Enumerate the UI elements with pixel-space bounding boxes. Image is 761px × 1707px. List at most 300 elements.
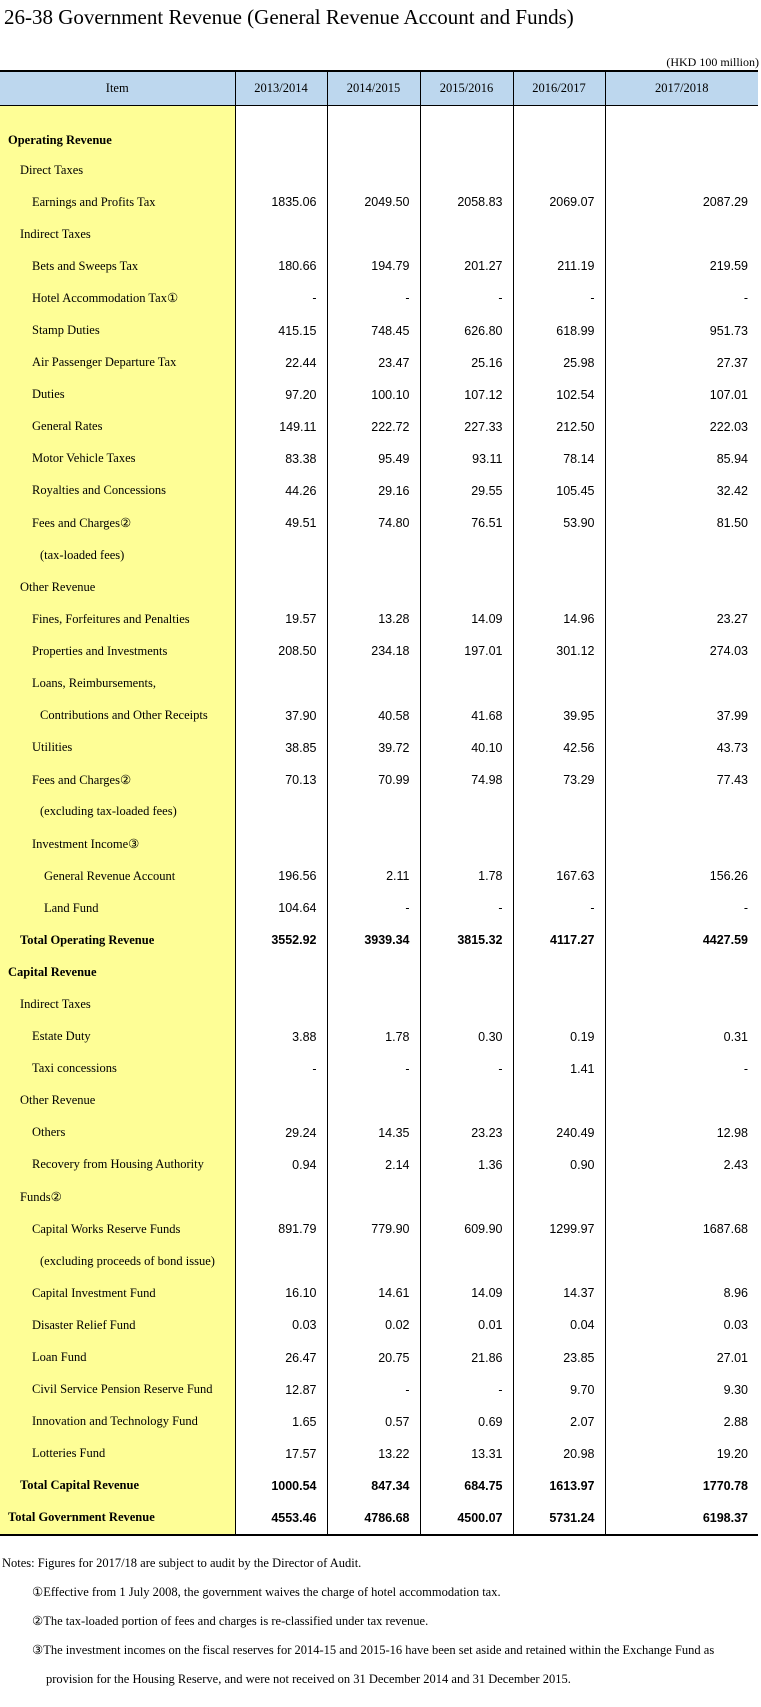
value-cell: 240.49 [513,1117,605,1149]
value-cell [420,988,513,1020]
value-cell [327,571,420,603]
table-row [0,988,758,1020]
table-row [0,1213,758,1245]
value-cell: 156.26 [605,860,758,892]
value-cell [513,956,605,988]
table-row [0,1181,758,1213]
value-cell: 39.72 [327,732,420,764]
row-label: Indirect Taxes [0,218,235,250]
value-cell [235,1245,327,1277]
value-cell [327,988,420,1020]
value-cell [513,988,605,1020]
value-cell: 4117.27 [513,924,605,956]
row-label: Disaster Relief Fund [0,1309,235,1341]
value-cell: 3939.34 [327,924,420,956]
table-header-row [0,71,758,106]
value-cell: 891.79 [235,1213,327,1245]
value-cell: 14.09 [420,1277,513,1309]
value-cell: - [327,892,420,924]
value-cell: 42.56 [513,732,605,764]
row-label: Hotel Accommodation Tax① [0,282,235,314]
row-label: Bets and Sweeps Tax [0,250,235,282]
value-cell [605,796,758,828]
row-label: Royalties and Concessions [0,475,235,507]
value-cell: 1000.54 [235,1470,327,1502]
value-cell: 9.30 [605,1374,758,1406]
footnote-3: ③The investment incomes on the fiscal reserves for 2014-15 and 2015-16 have been set aside and retained within the Exchange Fund as [32,1643,715,1657]
value-cell: 0.31 [605,1021,758,1053]
value-cell: 105.45 [513,475,605,507]
value-cell: 208.50 [235,635,327,667]
table-row [0,1053,758,1085]
table-row [0,106,758,155]
value-cell: 8.96 [605,1277,758,1309]
value-cell [605,539,758,571]
value-cell: 4786.68 [327,1502,420,1535]
value-cell: 0.69 [420,1406,513,1438]
table-row [0,700,758,732]
value-cell: 748.45 [327,314,420,346]
value-cell: 1613.97 [513,1470,605,1502]
value-cell: 81.50 [605,507,758,539]
value-cell: 0.03 [235,1309,327,1341]
row-label: Air Passenger Departure Tax [0,347,235,379]
value-cell: 104.64 [235,892,327,924]
unit-label: (HKD 100 million) [666,55,759,69]
value-cell [235,796,327,828]
row-label: Loan Fund [0,1341,235,1373]
row-label: General Rates [0,411,235,443]
value-cell [420,539,513,571]
value-cell: 0.57 [327,1406,420,1438]
value-cell: 95.49 [327,443,420,475]
row-label: Utilities [0,732,235,764]
value-cell: 274.03 [605,635,758,667]
value-cell: 20.98 [513,1438,605,1470]
value-cell [513,218,605,250]
row-label: Capital Investment Fund [0,1277,235,1309]
value-cell [235,988,327,1020]
value-cell: 1.36 [420,1149,513,1181]
table-row [0,1149,758,1181]
table-row [0,1277,758,1309]
value-cell: 1.65 [235,1406,327,1438]
column-header-year: 2016/2017 [513,71,605,106]
value-cell: 40.58 [327,700,420,732]
row-label: Taxi concessions [0,1053,235,1085]
value-cell: 4553.46 [235,1502,327,1535]
row-label: Operating Revenue [0,106,235,155]
table-row [0,1470,758,1502]
page-title: 26-38 Government Revenue (General Revenue Account and Funds) [4,5,574,29]
value-cell: 93.11 [420,443,513,475]
table-row [0,411,758,443]
value-cell [513,106,605,155]
table-row [0,1341,758,1373]
column-header-item: Item [0,71,235,106]
value-cell [513,154,605,186]
value-cell: 1.41 [513,1053,605,1085]
table-row [0,1406,758,1438]
value-cell: - [605,892,758,924]
value-cell: 83.38 [235,443,327,475]
value-cell: 201.27 [420,250,513,282]
table-row [0,1117,758,1149]
value-cell [513,1245,605,1277]
value-cell: 2058.83 [420,186,513,218]
table-row [0,314,758,346]
value-cell: 3815.32 [420,924,513,956]
value-cell: 77.43 [605,764,758,796]
value-cell [327,539,420,571]
value-cell: 167.63 [513,860,605,892]
value-cell: 684.75 [420,1470,513,1502]
table-row [0,250,758,282]
footnote-2: ②The tax-loaded portion of fees and charges is re-classified under tax revenue. [32,1614,429,1628]
table-row [0,892,758,924]
value-cell: 107.01 [605,379,758,411]
value-cell: 29.55 [420,475,513,507]
value-cell: 78.14 [513,443,605,475]
table-row [0,218,758,250]
value-cell: 25.98 [513,347,605,379]
value-cell: 0.94 [235,1149,327,1181]
value-cell: 779.90 [327,1213,420,1245]
row-label: Other Revenue [0,571,235,603]
row-label: Investment Income③ [0,828,235,860]
table-row [0,860,758,892]
value-cell: 227.33 [420,411,513,443]
value-cell: 0.03 [605,1309,758,1341]
value-cell: 13.31 [420,1438,513,1470]
value-cell: 1687.68 [605,1213,758,1245]
value-cell [605,218,758,250]
value-cell [513,668,605,700]
value-cell: 27.01 [605,1341,758,1373]
table-row [0,764,758,796]
value-cell [420,796,513,828]
row-label: Earnings and Profits Tax [0,186,235,218]
value-cell: 49.51 [235,507,327,539]
value-cell: 415.15 [235,314,327,346]
value-cell [235,218,327,250]
value-cell: 14.09 [420,603,513,635]
table-row [0,1502,758,1535]
value-cell [235,1085,327,1117]
value-cell [327,668,420,700]
value-cell: 16.10 [235,1277,327,1309]
value-cell: 74.98 [420,764,513,796]
value-cell: 25.16 [420,347,513,379]
value-cell [235,828,327,860]
value-cell: 37.90 [235,700,327,732]
value-cell: 19.20 [605,1438,758,1470]
value-cell: 12.87 [235,1374,327,1406]
table-row [0,347,758,379]
value-cell: 6198.37 [605,1502,758,1535]
value-cell [513,1181,605,1213]
table-row [0,507,758,539]
table-row [0,1309,758,1341]
table-row [0,668,758,700]
value-cell: - [420,1374,513,1406]
table-row [0,924,758,956]
value-cell: 194.79 [327,250,420,282]
value-cell [327,218,420,250]
value-cell [513,828,605,860]
footnotes [2,1549,758,1694]
value-cell [235,668,327,700]
value-cell [605,668,758,700]
value-cell: - [605,282,758,314]
table-row [0,1438,758,1470]
column-header-year: 2017/2018 [605,71,758,106]
value-cell [513,1085,605,1117]
row-label: Fees and Charges② [0,507,235,539]
row-label: (excluding proceeds of bond issue) [0,1245,235,1277]
value-cell: - [235,1053,327,1085]
value-cell: 2.11 [327,860,420,892]
value-cell [420,218,513,250]
row-label: Motor Vehicle Taxes [0,443,235,475]
row-label: Fines, Forfeitures and Penalties [0,603,235,635]
value-cell [605,571,758,603]
value-cell: 222.03 [605,411,758,443]
value-cell [605,1181,758,1213]
value-cell: 2049.50 [327,186,420,218]
table-row [0,732,758,764]
value-cell: - [420,1053,513,1085]
row-label: Stamp Duties [0,314,235,346]
value-cell: 13.22 [327,1438,420,1470]
table-row [0,1021,758,1053]
revenue-table [0,70,758,1536]
row-label: Funds② [0,1181,235,1213]
value-cell: 2.07 [513,1406,605,1438]
value-cell: 22.44 [235,347,327,379]
table-row [0,539,758,571]
row-label: Land Fund [0,892,235,924]
value-cell: - [327,1374,420,1406]
value-cell [327,796,420,828]
value-cell: 0.01 [420,1309,513,1341]
value-cell: 951.73 [605,314,758,346]
table-row [0,956,758,988]
value-cell [327,1245,420,1277]
value-cell: 2069.07 [513,186,605,218]
value-cell: - [327,282,420,314]
value-cell: 197.01 [420,635,513,667]
table-row [0,828,758,860]
value-cell [420,571,513,603]
column-header-year: 2014/2015 [327,71,420,106]
value-cell: 2.88 [605,1406,758,1438]
value-cell: 222.72 [327,411,420,443]
value-cell: 14.37 [513,1277,605,1309]
value-cell: 23.27 [605,603,758,635]
table-row [0,154,758,186]
table-row [0,1245,758,1277]
value-cell [235,571,327,603]
table-row [0,379,758,411]
value-cell: 1835.06 [235,186,327,218]
value-cell: 14.96 [513,603,605,635]
value-cell [420,1181,513,1213]
value-cell [420,828,513,860]
value-cell [327,106,420,155]
value-cell: 0.90 [513,1149,605,1181]
value-cell [327,828,420,860]
value-cell [420,956,513,988]
row-label: Other Revenue [0,1085,235,1117]
value-cell: 20.75 [327,1341,420,1373]
table-row [0,475,758,507]
value-cell [605,956,758,988]
value-cell: 40.10 [420,732,513,764]
value-cell [327,1085,420,1117]
value-cell: 0.02 [327,1309,420,1341]
value-cell: 301.12 [513,635,605,667]
value-cell [605,988,758,1020]
value-cell: 618.99 [513,314,605,346]
value-cell: 847.34 [327,1470,420,1502]
table-row [0,186,758,218]
value-cell: 70.13 [235,764,327,796]
row-label: General Revenue Account [0,860,235,892]
row-label: Capital Works Reserve Funds [0,1213,235,1245]
row-label: Total Operating Revenue [0,924,235,956]
value-cell: - [235,282,327,314]
value-cell: 21.86 [420,1341,513,1373]
value-cell: 13.28 [327,603,420,635]
value-cell [513,571,605,603]
value-cell: 234.18 [327,635,420,667]
value-cell: 3.88 [235,1021,327,1053]
value-cell: 70.99 [327,764,420,796]
table-row [0,1374,758,1406]
row-label: Fees and Charges② [0,764,235,796]
value-cell: 41.68 [420,700,513,732]
value-cell: 44.26 [235,475,327,507]
row-label: Recovery from Housing Authority [0,1149,235,1181]
value-cell [235,1181,327,1213]
table-row [0,796,758,828]
value-cell: 2087.29 [605,186,758,218]
value-cell: 219.59 [605,250,758,282]
table-row [0,571,758,603]
value-cell [327,956,420,988]
row-label: Loans, Reimbursements, [0,668,235,700]
value-cell [420,106,513,155]
table-row [0,443,758,475]
value-cell [605,1085,758,1117]
value-cell [420,1245,513,1277]
value-cell [605,828,758,860]
value-cell: 23.23 [420,1117,513,1149]
value-cell: 74.80 [327,507,420,539]
value-cell: 0.19 [513,1021,605,1053]
value-cell: - [327,1053,420,1085]
value-cell: 23.85 [513,1341,605,1373]
value-cell: 29.16 [327,475,420,507]
value-cell: 3552.92 [235,924,327,956]
value-cell: - [420,892,513,924]
value-cell: 0.30 [420,1021,513,1053]
row-label: Innovation and Technology Fund [0,1406,235,1438]
value-cell [327,1181,420,1213]
value-cell: 180.66 [235,250,327,282]
column-header-year: 2015/2016 [420,71,513,106]
value-cell [420,1085,513,1117]
value-cell: 609.90 [420,1213,513,1245]
value-cell: 4500.07 [420,1502,513,1535]
row-label: Total Government Revenue [0,1502,235,1535]
value-cell: 107.12 [420,379,513,411]
value-cell [605,106,758,155]
value-cell: 1299.97 [513,1213,605,1245]
value-cell: 12.98 [605,1117,758,1149]
footnote-3-continued: provision for the Housing Reserve, and were not received on 31 December 2014 and 31 December 2015. [46,1672,571,1686]
value-cell: 1.78 [327,1021,420,1053]
row-label: Civil Service Pension Reserve Fund [0,1374,235,1406]
value-cell: 0.04 [513,1309,605,1341]
row-label: (excluding tax-loaded fees) [0,796,235,828]
row-label: Duties [0,379,235,411]
value-cell [235,539,327,571]
table-row [0,635,758,667]
value-cell: 17.57 [235,1438,327,1470]
value-cell [235,106,327,155]
row-label: Lotteries Fund [0,1438,235,1470]
value-cell: 73.29 [513,764,605,796]
value-cell: 26.47 [235,1341,327,1373]
value-cell: 76.51 [420,507,513,539]
row-label: Capital Revenue [0,956,235,988]
table-row [0,603,758,635]
value-cell: 2.14 [327,1149,420,1181]
value-cell: 39.95 [513,700,605,732]
value-cell: 149.11 [235,411,327,443]
value-cell: 19.57 [235,603,327,635]
row-label: Others [0,1117,235,1149]
value-cell: 102.54 [513,379,605,411]
value-cell [420,154,513,186]
value-cell: 29.24 [235,1117,327,1149]
value-cell: 1770.78 [605,1470,758,1502]
value-cell: 43.73 [605,732,758,764]
value-cell: - [420,282,513,314]
value-cell [605,1245,758,1277]
value-cell: 211.19 [513,250,605,282]
value-cell: - [605,1053,758,1085]
row-label: Direct Taxes [0,154,235,186]
row-label: Properties and Investments [0,635,235,667]
notes-intro: Notes: Figures for 2017/18 are subject to audit by the Director of Audit. [2,1556,362,1570]
value-cell: 4427.59 [605,924,758,956]
table-row [0,1085,758,1117]
value-cell [420,668,513,700]
value-cell: 2.43 [605,1149,758,1181]
value-cell: 27.37 [605,347,758,379]
value-cell: 196.56 [235,860,327,892]
value-cell: 1.78 [420,860,513,892]
row-label: Contributions and Other Receipts [0,700,235,732]
value-cell: 97.20 [235,379,327,411]
value-cell: 37.99 [605,700,758,732]
row-label: Estate Duty [0,1021,235,1053]
value-cell: 85.94 [605,443,758,475]
value-cell: 212.50 [513,411,605,443]
